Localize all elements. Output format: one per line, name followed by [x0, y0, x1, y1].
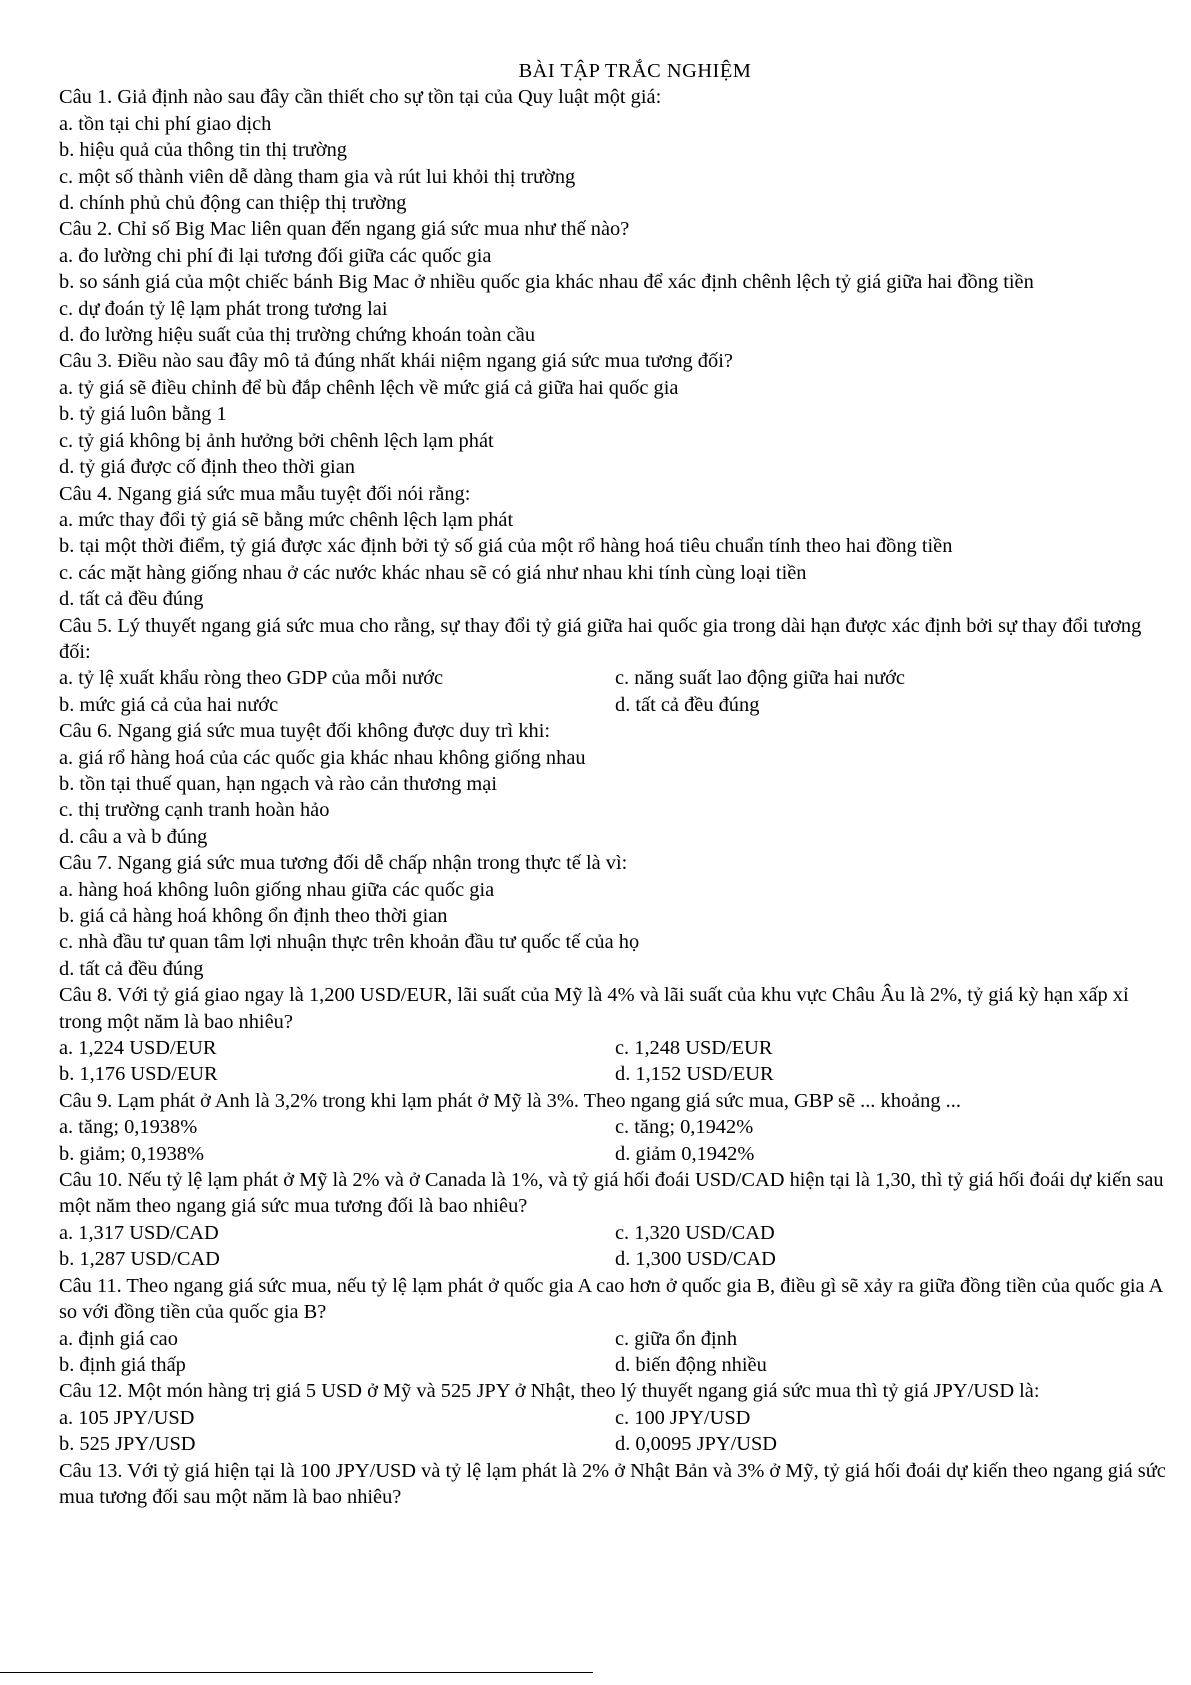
answer-option: b. giảm; 0,1938%	[59, 1142, 204, 1165]
question-stem: Câu 2. Chỉ số Big Mac liên quan đến ngang giá sức mua như thế nào?	[59, 218, 630, 241]
footer-rule	[0, 1672, 593, 1673]
answer-option: c. tăng; 0,1942%	[615, 1116, 754, 1139]
answer-option: a. hàng hoá không luôn giống nhau giữa các quốc gia	[59, 878, 495, 901]
option-row	[59, 1246, 1171, 1272]
question-stem: Câu 12. Một món hàng trị giá 5 USD ở Mỹ và 525 JPY ở Nhật, theo lý thuyết ngang giá sức mua thì tỷ giá JPY/USD là:	[59, 1380, 1040, 1403]
option-row	[59, 1061, 1171, 1087]
answer-option: b. 1,287 USD/CAD	[59, 1248, 220, 1271]
answer-option: d. đo lường hiệu suất của thị trường chứng khoán toàn cầu	[59, 324, 536, 347]
answer-option: d. giảm 0,1942%	[615, 1142, 755, 1165]
answer-option: a. 1,317 USD/CAD	[59, 1221, 219, 1244]
answer-option: c. năng suất lao động giữa hai nước	[615, 667, 905, 690]
option-row	[59, 1141, 1171, 1167]
answer-option: d. 0,0095 JPY/USD	[615, 1433, 778, 1456]
answer-option: a. 105 JPY/USD	[59, 1406, 195, 1429]
question-6	[59, 718, 1171, 850]
answer-option: c. một số thành viên dễ dàng tham gia và rút lui khỏi thị trường	[59, 165, 576, 188]
option-row	[59, 1326, 1171, 1352]
answer-option: a. đo lường chi phí đi lại tương đối giữa các quốc gia	[59, 244, 492, 267]
question-3	[59, 348, 1171, 480]
question-13	[59, 1458, 1171, 1511]
option-row	[59, 1220, 1171, 1246]
answer-option: a. giá rổ hàng hoá của các quốc gia khác nhau không giống nhau	[59, 746, 586, 769]
answer-option: c. nhà đầu tư quan tâm lợi nhuận thực trên khoản đầu tư quốc tế của họ	[59, 931, 640, 954]
question-4	[59, 481, 1171, 613]
answer-option: b. 525 JPY/USD	[59, 1433, 196, 1456]
answer-option: b. so sánh giá của một chiếc bánh Big Mac ở nhiều quốc gia khác nhau để xác định chênh lệch tỷ giá giữa hai đồng tiền	[59, 271, 1034, 294]
answer-option: c. 100 JPY/USD	[615, 1406, 751, 1429]
answer-option: c. dự đoán tỷ lệ lạm phát trong tương lai	[59, 297, 388, 320]
question-stem: Câu 6. Ngang giá sức mua tuyệt đối không được duy trì khi:	[59, 720, 551, 743]
answer-option: c. tỷ giá không bị ảnh hưởng bởi chênh lệch lạm phát	[59, 429, 494, 452]
answer-option: d. 1,152 USD/EUR	[615, 1063, 774, 1086]
option-row	[59, 1352, 1171, 1378]
option-row	[59, 665, 1171, 691]
answer-option: a. mức thay đổi tỷ giá sẽ bằng mức chênh lệch lạm phát	[59, 508, 514, 531]
question-stem: Câu 8. Với tỷ giá giao ngay là 1,200 USD/EUR, lãi suất của Mỹ là 4% và lãi suất của khu vực Châu Âu là 2%, tỷ giá kỳ hạn xấp xỉ trong một năm là bao nhiêu?	[59, 984, 1129, 1033]
question-list	[59, 84, 1171, 1510]
answer-option: b. tại một thời điểm, tỷ giá được xác định bởi tỷ số giá của một rổ hàng hoá tiêu chuẩn tính theo hai đồng tiền	[59, 535, 953, 558]
question-1	[59, 84, 1171, 216]
option-row	[59, 1431, 1171, 1457]
question-stem: Câu 9. Lạm phát ở Anh là 3,2% trong khi lạm phát ở Mỹ là 3%. Theo ngang giá sức mua, GBP sẽ ... khoảng ...	[59, 1089, 961, 1112]
answer-option: d. tỷ giá được cố định theo thời gian	[59, 456, 355, 479]
question-stem: Câu 11. Theo ngang giá sức mua, nếu tỷ lệ lạm phát ở quốc gia A cao hơn ở quốc gia B, điều gì sẽ xảy ra giữa đồng tiền của quốc gia A so với đồng tiền của quốc gia B?	[59, 1274, 1163, 1324]
answer-option: b. mức giá cả của hai nước	[59, 693, 279, 716]
question-stem: Câu 4. Ngang giá sức mua mẫu tuyệt đối nói rằng:	[59, 482, 471, 505]
question-stem: Câu 7. Ngang giá sức mua tương đối dễ chấp nhận trong thực tế là vì:	[59, 852, 628, 875]
document-title: BÀI TẬP TRẮC NGHIỆM	[518, 60, 752, 82]
answer-option: a. tăng; 0,1938%	[59, 1116, 198, 1139]
document-page	[59, 58, 1171, 1510]
answer-option: c. 1,320 USD/CAD	[615, 1221, 775, 1244]
answer-option: a. tỷ lệ xuất khẩu ròng theo GDP của mỗi nước	[59, 667, 444, 690]
question-stem: Câu 13. Với tỷ giá hiện tại là 100 JPY/USD và tỷ lệ lạm phát là 2% ở Nhật Bản và 3% ở Mỹ, tỷ giá hối đoái dự kiến theo ngang giá sức mua tương đối sau một năm là bao nhiêu?	[59, 1459, 1166, 1508]
option-row	[59, 1405, 1171, 1431]
answer-option: d. tất cả đều đúng	[615, 693, 760, 716]
answer-option: a. tỷ giá sẽ điều chỉnh để bù đắp chênh lệch về mức giá cả giữa hai quốc gia	[59, 376, 679, 399]
answer-option: d. tất cả đều đúng	[59, 588, 204, 611]
question-11	[59, 1273, 1171, 1379]
answer-option: d. biến động nhiều	[615, 1353, 767, 1376]
answer-option: c. các mặt hàng giống nhau ở các nước khác nhau sẽ có giá như nhau khi tính cùng loại tiền	[59, 561, 807, 584]
question-9	[59, 1088, 1171, 1167]
answer-option: c. 1,248 USD/EUR	[615, 1037, 773, 1060]
question-stem: Câu 5. Lý thuyết ngang giá sức mua cho rằng, sự thay đổi tỷ giá giữa hai quốc gia trong dài hạn được xác định bởi sự thay đổi tương đối:	[59, 614, 1142, 663]
answer-option: d. câu a và b đúng	[59, 825, 208, 848]
answer-option: c. giữa ổn định	[615, 1327, 738, 1350]
option-row	[59, 692, 1171, 718]
answer-option: a. tồn tại chi phí giao dịch	[59, 112, 272, 135]
question-stem: Câu 3. Điều nào sau đây mô tả đúng nhất khái niệm ngang giá sức mua tương đối?	[59, 350, 733, 373]
question-2	[59, 216, 1171, 348]
answer-option: a. định giá cao	[59, 1327, 178, 1350]
option-row	[59, 1114, 1171, 1140]
question-10	[59, 1167, 1171, 1273]
answer-option: b. giá cả hàng hoá không ổn định theo thời gian	[59, 905, 448, 927]
answer-option: d. 1,300 USD/CAD	[615, 1248, 776, 1271]
question-stem: Câu 10. Nếu tỷ lệ lạm phát ở Mỹ là 2% và ở Canada là 1%, và tỷ giá hối đoái USD/CAD hiện tại là 1,30, thì tỷ giá hối đoái dự kiến sau một năm theo ngang giá sức mua tương đối là bao nhiêu?	[59, 1169, 1164, 1218]
answer-option: b. tỷ giá luôn bằng 1	[59, 403, 227, 426]
option-row	[59, 1035, 1171, 1061]
answer-option: b. 1,176 USD/EUR	[59, 1063, 218, 1086]
answer-option: d. chính phủ chủ động can thiệp thị trường	[59, 192, 407, 215]
answer-option: d. tất cả đều đúng	[59, 957, 204, 980]
answer-option: b. định giá thấp	[59, 1353, 186, 1376]
answer-option: c. thị trường cạnh tranh hoàn hảo	[59, 799, 330, 822]
question-7	[59, 850, 1171, 982]
question-5	[59, 613, 1171, 719]
question-12	[59, 1378, 1171, 1457]
answer-option: b. tồn tại thuế quan, hạn ngạch và rào cản thương mại	[59, 772, 498, 795]
question-8	[59, 982, 1171, 1088]
question-stem: Câu 1. Giả định nào sau đây cần thiết cho sự tồn tại của Quy luật một giá:	[59, 86, 662, 109]
answer-option: a. 1,224 USD/EUR	[59, 1037, 217, 1060]
answer-option: b. hiệu quả của thông tin thị trường	[59, 139, 347, 162]
